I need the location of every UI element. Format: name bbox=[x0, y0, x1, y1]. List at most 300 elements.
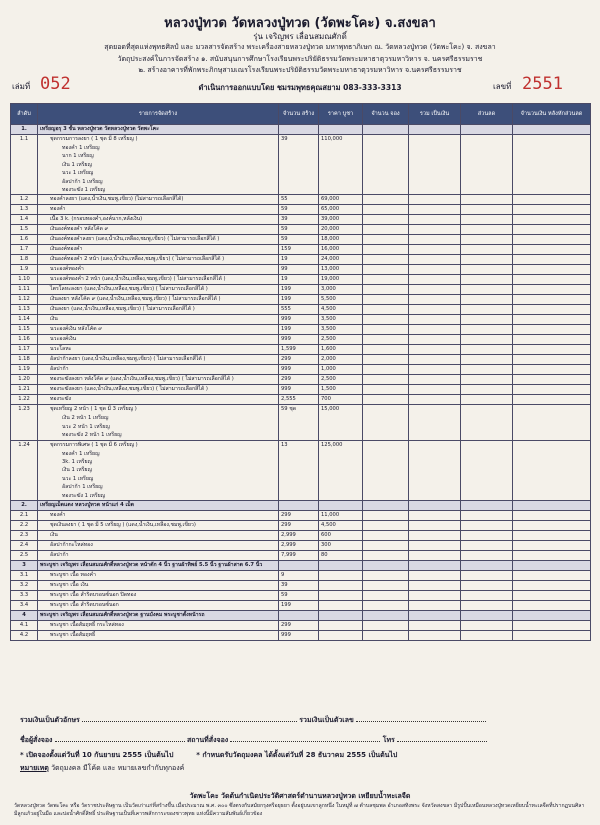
table-body bbox=[11, 125, 591, 641]
table-row bbox=[11, 265, 591, 275]
net-amount-cell[interactable] bbox=[513, 440, 591, 500]
reserve-qty-cell[interactable] bbox=[363, 601, 409, 611]
sub-item: 3k. 1 เหรียญ bbox=[62, 459, 92, 466]
note-row bbox=[20, 763, 184, 774]
empty-cell bbox=[279, 611, 319, 621]
reserve-qty-cell[interactable] bbox=[363, 355, 409, 365]
discount-cell[interactable] bbox=[461, 205, 513, 215]
item-name-cell bbox=[38, 195, 279, 205]
sub-item: อัลปาก้า 1 เหรียญ bbox=[62, 178, 103, 185]
net-amount-cell[interactable] bbox=[513, 345, 591, 355]
discount-cell[interactable] bbox=[461, 405, 513, 440]
subtotal-cell[interactable] bbox=[409, 375, 461, 385]
subtotal-cell[interactable] bbox=[409, 631, 461, 641]
item-number: 1.22 bbox=[11, 395, 38, 405]
table-row bbox=[11, 365, 591, 375]
item-name-cell bbox=[38, 295, 279, 305]
net-amount-cell[interactable] bbox=[513, 265, 591, 275]
section-title: เหรียญเม็ดแตง หลวงปู่ทวด หน้าแก่ 4 เม็ด bbox=[38, 501, 279, 511]
item-quantity: 999 bbox=[279, 315, 319, 325]
item-name: ทองระฆัง bbox=[50, 396, 72, 403]
item-name: พระบูชา เนื้อ สำริดบรอนซ์นอก bbox=[50, 602, 119, 609]
discount-cell[interactable] bbox=[461, 551, 513, 561]
item-name: เนื้อ 3 k. (กรอบทองคำ,องค์นาก,หลังเงิน) bbox=[50, 216, 143, 223]
table-row bbox=[11, 521, 591, 531]
sub-item: ทองระฆัง 1 เหรียญ bbox=[62, 492, 106, 499]
net-amount-cell[interactable] bbox=[513, 295, 591, 305]
item-name-cell bbox=[38, 511, 279, 521]
subtotal-cell[interactable] bbox=[409, 345, 461, 355]
phone-field[interactable] bbox=[397, 741, 487, 742]
customer-row bbox=[20, 735, 487, 746]
discount-cell[interactable] bbox=[461, 255, 513, 265]
table-row bbox=[11, 305, 591, 315]
order-table bbox=[10, 103, 591, 641]
reserve-qty-cell[interactable] bbox=[363, 405, 409, 440]
item-quantity: 9 bbox=[279, 571, 319, 581]
subtotal-cell[interactable] bbox=[409, 601, 461, 611]
section-title: พระบูชา เจริญพร เลื่อนสมณศักดิ์หลวงปู่ทวด ฐานบังคม พระบูชาตั้งหน้ารถ bbox=[38, 611, 279, 621]
item-name-cell bbox=[38, 385, 279, 395]
reserve-qty-cell[interactable] bbox=[363, 205, 409, 215]
section-number: 3 bbox=[11, 561, 38, 571]
item-quantity: 7,999 bbox=[279, 551, 319, 561]
net-amount-cell[interactable] bbox=[513, 205, 591, 215]
discount-cell[interactable] bbox=[461, 135, 513, 195]
empty-cell bbox=[319, 611, 363, 621]
subtotal-cell[interactable] bbox=[409, 195, 461, 205]
subtotal-cell[interactable] bbox=[409, 335, 461, 345]
column-header: รวม เป็นเงิน bbox=[409, 104, 461, 125]
reserve-qty-cell[interactable] bbox=[363, 335, 409, 345]
address-field[interactable] bbox=[230, 741, 380, 742]
reserve-qty-cell[interactable] bbox=[363, 345, 409, 355]
subtotal-cell[interactable] bbox=[409, 591, 461, 601]
subtotal-cell[interactable] bbox=[409, 135, 461, 195]
net-amount-cell[interactable] bbox=[513, 305, 591, 315]
net-amount-cell[interactable] bbox=[513, 255, 591, 265]
item-quantity: 59 bbox=[279, 591, 319, 601]
item-name-cell bbox=[38, 335, 279, 345]
net-amount-cell[interactable] bbox=[513, 395, 591, 405]
discount-cell[interactable] bbox=[461, 265, 513, 275]
item-quantity: 13 bbox=[279, 440, 319, 500]
table-row bbox=[11, 135, 591, 195]
discount-cell[interactable] bbox=[461, 591, 513, 601]
table-row bbox=[11, 295, 591, 305]
reserve-qty-cell[interactable] bbox=[363, 235, 409, 245]
item-price: 700 bbox=[319, 395, 363, 405]
discount-cell[interactable] bbox=[461, 315, 513, 325]
reserve-qty-cell[interactable] bbox=[363, 581, 409, 591]
reserve-qty-cell[interactable] bbox=[363, 295, 409, 305]
item-price: 1,000 bbox=[319, 365, 363, 375]
net-amount-cell[interactable] bbox=[513, 601, 591, 611]
item-name: นวะองค์ทองคำ bbox=[50, 266, 84, 273]
item-name: เงิน bbox=[50, 532, 58, 539]
net-amount-cell[interactable] bbox=[513, 405, 591, 440]
item-price: 16,000 bbox=[319, 245, 363, 255]
table-row bbox=[11, 325, 591, 335]
section-number: 4 bbox=[11, 611, 38, 621]
net-amount-cell[interactable] bbox=[513, 531, 591, 541]
discount-cell[interactable] bbox=[461, 295, 513, 305]
item-name-cell bbox=[38, 325, 279, 335]
table-row bbox=[11, 511, 591, 521]
discount-cell[interactable] bbox=[461, 215, 513, 225]
net-amount-cell[interactable] bbox=[513, 325, 591, 335]
column-header: จำนวน สร้าง bbox=[279, 104, 319, 125]
empty-cell bbox=[363, 501, 409, 511]
item-quantity: 59 bbox=[279, 235, 319, 245]
item-quantity: 1,599 bbox=[279, 345, 319, 355]
net-amount-cell[interactable] bbox=[513, 365, 591, 375]
subtotal-cell[interactable] bbox=[409, 255, 461, 265]
item-price bbox=[319, 591, 363, 601]
item-number: 3.3 bbox=[11, 591, 38, 601]
empty-cell bbox=[409, 611, 461, 621]
discount-cell[interactable] bbox=[461, 355, 513, 365]
discount-cell[interactable] bbox=[461, 345, 513, 355]
subtotal-cell[interactable] bbox=[409, 365, 461, 375]
reserve-qty-cell[interactable] bbox=[363, 215, 409, 225]
sub-item: นวะ 1 เหรียญ bbox=[62, 170, 94, 177]
subtotal-cell[interactable] bbox=[409, 581, 461, 591]
subtotal-cell[interactable] bbox=[409, 225, 461, 235]
item-name: เงินลงยา หลังโค้ด ๙ (แดง,น้ำเงิน,เหลือง,ชมพู,เขียว) ( ไม่สามารถเลือกสีได้ ) bbox=[50, 296, 221, 303]
item-quantity: 19 bbox=[279, 255, 319, 265]
item-name: เงินองค์ทองคำ หลังโค้ด ๙ bbox=[50, 226, 109, 233]
table-row bbox=[11, 375, 591, 385]
table-row bbox=[11, 631, 591, 641]
column-header: ส่วนลด bbox=[461, 104, 513, 125]
item-number: 3.4 bbox=[11, 601, 38, 611]
item-name: ทองคำ bbox=[50, 512, 66, 519]
item-name: นวะองค์เงิน bbox=[50, 336, 77, 343]
name-field[interactable] bbox=[55, 741, 185, 742]
empty-cell bbox=[363, 561, 409, 571]
empty-cell bbox=[513, 561, 591, 571]
table-row bbox=[11, 335, 591, 345]
discount-cell[interactable] bbox=[461, 601, 513, 611]
open-date: * เปิดจองตั้งแต่วันที่ 10 กันยายน 2555 เป็นต้นไป bbox=[20, 751, 174, 759]
section-row bbox=[11, 501, 591, 511]
subtotal-cell[interactable] bbox=[409, 265, 461, 275]
date-row bbox=[20, 750, 397, 761]
subtotal-cell[interactable] bbox=[409, 245, 461, 255]
item-name-cell bbox=[38, 305, 279, 315]
subtotal-cell[interactable] bbox=[409, 405, 461, 440]
section-number: 2. bbox=[11, 501, 38, 511]
reserve-qty-cell[interactable] bbox=[363, 631, 409, 641]
form-organizer: ดำเนินการออกแบบโดย ชมรมพุทธคุณสยาม 083-333-3313 bbox=[198, 83, 402, 92]
discount-cell[interactable] bbox=[461, 541, 513, 551]
note-text: วัตถุมงคล มีโค้ด และ หมายเลขกำกับทุกองค์ bbox=[51, 764, 185, 772]
subtotal-cell[interactable] bbox=[409, 275, 461, 285]
section-row bbox=[11, 611, 591, 621]
net-amount-cell[interactable] bbox=[513, 275, 591, 285]
reserve-qty-cell[interactable] bbox=[363, 325, 409, 335]
item-quantity: 299 bbox=[279, 375, 319, 385]
reserve-qty-cell[interactable] bbox=[363, 551, 409, 561]
reserve-qty-cell[interactable] bbox=[363, 315, 409, 325]
phone-label: โทร bbox=[382, 736, 395, 744]
reserve-qty-cell[interactable] bbox=[363, 135, 409, 195]
discount-cell[interactable] bbox=[461, 335, 513, 345]
subtotal-cell[interactable] bbox=[409, 551, 461, 561]
subtotal-cell[interactable] bbox=[409, 215, 461, 225]
reserve-qty-cell[interactable] bbox=[363, 195, 409, 205]
book-number: 052 bbox=[40, 74, 71, 94]
item-number: 1.21 bbox=[11, 385, 38, 395]
item-name: อัลปาก้ากะไหล่ทอง bbox=[50, 542, 93, 549]
reserve-qty-cell[interactable] bbox=[363, 440, 409, 500]
subtotal-cell[interactable] bbox=[409, 285, 461, 295]
name-label: ชื่อผู้สั่งจอง bbox=[20, 736, 53, 744]
discount-cell[interactable] bbox=[461, 511, 513, 521]
sub-item: นวะ 1 เหรียญ bbox=[62, 475, 94, 482]
sub-item: ทองคำ 1 เหรียญ bbox=[62, 450, 100, 457]
item-number: 1.1 bbox=[11, 135, 38, 195]
net-amount-cell[interactable] bbox=[513, 511, 591, 521]
item-name: พระบูชา เนื้อ สำริดบรอนซ์นอก ปิดทอง bbox=[50, 592, 137, 599]
sub-item: ทองระฆัง 2 หน้า 1 เหรียญ bbox=[62, 432, 122, 439]
reserve-qty-cell[interactable] bbox=[363, 395, 409, 405]
item-number: 4.1 bbox=[11, 621, 38, 631]
item-price: 3,000 bbox=[319, 285, 363, 295]
sub-item: อัลปาก้า 1 เหรียญ bbox=[62, 484, 103, 491]
total-digits-field[interactable] bbox=[356, 721, 486, 722]
item-price: 3,500 bbox=[319, 315, 363, 325]
reserve-qty-cell[interactable] bbox=[363, 245, 409, 255]
net-amount-cell[interactable] bbox=[513, 521, 591, 531]
item-name-cell bbox=[38, 440, 279, 500]
reserve-qty-cell[interactable] bbox=[363, 621, 409, 631]
empty-cell bbox=[363, 125, 409, 135]
discount-cell[interactable] bbox=[461, 245, 513, 255]
reserve-qty-cell[interactable] bbox=[363, 521, 409, 531]
table-row bbox=[11, 235, 591, 245]
net-amount-cell[interactable] bbox=[513, 581, 591, 591]
table-row bbox=[11, 591, 591, 601]
item-name: พระบูชา เนื้อ เงิน bbox=[50, 582, 89, 589]
item-name-cell bbox=[38, 571, 279, 581]
empty-cell bbox=[279, 561, 319, 571]
item-price bbox=[319, 621, 363, 631]
discount-cell[interactable] bbox=[461, 275, 513, 285]
reserve-qty-cell[interactable] bbox=[363, 385, 409, 395]
item-quantity: 99 bbox=[279, 265, 319, 275]
reserve-qty-cell[interactable] bbox=[363, 375, 409, 385]
net-amount-cell[interactable] bbox=[513, 621, 591, 631]
item-quantity: 39 bbox=[279, 581, 319, 591]
section-title: เหรียญอรุ 3 ชั้น หลวงปู่ทวด วัดหลวงปู่ทวด วัดพะโคะ bbox=[38, 125, 279, 135]
item-number: 1.4 bbox=[11, 215, 38, 225]
sub-item: นวะ 2 หน้า 1 เหรียญ bbox=[62, 423, 110, 430]
item-number: 1.13 bbox=[11, 305, 38, 315]
reserve-qty-cell[interactable] bbox=[363, 255, 409, 265]
table-row bbox=[11, 601, 591, 611]
subtotal-cell[interactable] bbox=[409, 531, 461, 541]
discount-cell[interactable] bbox=[461, 225, 513, 235]
net-amount-cell[interactable] bbox=[513, 235, 591, 245]
sub-item: ทองระฆัง 1 เหรียญ bbox=[62, 187, 106, 194]
reserve-qty-cell[interactable] bbox=[363, 571, 409, 581]
form-purpose-1: วัตถุประสงค์ในการจัดสร้าง ๑. สนับสนุนการศึกษาโรงเรียนพระปริยัติธรรมวัดพระมหาธาตุวรมหาวิหาร จ. นครศรีธรรมราช bbox=[117, 55, 483, 63]
item-quantity: 999 bbox=[279, 385, 319, 395]
sub-item: เงิน 1 เหรียญ bbox=[62, 467, 92, 474]
reserve-qty-cell[interactable] bbox=[363, 591, 409, 601]
item-number: 1.9 bbox=[11, 265, 38, 275]
subtotal-cell[interactable] bbox=[409, 205, 461, 215]
reserve-qty-cell[interactable] bbox=[363, 225, 409, 235]
empty-cell bbox=[319, 501, 363, 511]
net-amount-cell[interactable] bbox=[513, 215, 591, 225]
subtotal-cell[interactable] bbox=[409, 325, 461, 335]
discount-cell[interactable] bbox=[461, 325, 513, 335]
item-number: 2.4 bbox=[11, 541, 38, 551]
reserve-qty-cell[interactable] bbox=[363, 305, 409, 315]
subtotal-cell[interactable] bbox=[409, 235, 461, 245]
subtotal-cell[interactable] bbox=[409, 295, 461, 305]
item-number: 1.19 bbox=[11, 365, 38, 375]
item-number: 1.7 bbox=[11, 245, 38, 255]
net-amount-cell[interactable] bbox=[513, 245, 591, 255]
reserve-qty-cell[interactable] bbox=[363, 265, 409, 275]
number-label: เลขที่ bbox=[493, 82, 512, 91]
item-price: 11,000 bbox=[319, 511, 363, 521]
subtotal-cell[interactable] bbox=[409, 511, 461, 521]
item-quantity: 2,999 bbox=[279, 541, 319, 551]
item-name: พระบูชา เนื้อสัมฤทธิ์ กระไหล่ทอง bbox=[50, 622, 124, 629]
item-name: พระบูชา เนื้อสัมฤทธิ์ bbox=[50, 632, 96, 639]
item-number: 1.18 bbox=[11, 355, 38, 365]
subtotal-cell[interactable] bbox=[409, 571, 461, 581]
empty-cell bbox=[513, 501, 591, 511]
discount-cell[interactable] bbox=[461, 571, 513, 581]
item-price: 600 bbox=[319, 531, 363, 541]
table-row bbox=[11, 551, 591, 561]
book-label: เล่มที่ bbox=[12, 82, 31, 91]
subtotal-cell[interactable] bbox=[409, 395, 461, 405]
net-amount-cell[interactable] bbox=[513, 541, 591, 551]
reserve-qty-cell[interactable] bbox=[363, 275, 409, 285]
reserve-qty-cell[interactable] bbox=[363, 511, 409, 521]
net-amount-cell[interactable] bbox=[513, 571, 591, 581]
discount-cell[interactable] bbox=[461, 440, 513, 500]
form-subtitle: สุดยอดที่สุดแห่งพุทธศิลป์ และ มวลสารจัดสร้าง พระเครื่องสายหลวงปู่ทวด มหาพุทธาภิเษก ณ. วัดหลวงปู่ทวด (วัดพะโคะ) จ. สงขลา bbox=[104, 43, 496, 51]
history-text: วัดหลวงปู่ทวด วัดพะโคะ หรือ วัดราชประดิษฐาน เป็นวัดเก่าแก่ที่สร้างขึ้น เมื่อประมาณ พ.ศ. ๓๐๐ ซึ่งตรงกับสมัยกรุงศรีอยุธยา ตั้งอยู่บนเขาลูกหนึ่ง ในหมู่ที่ ๗ ตำบลชุมพล อำเภอสทิงพระ จังหวัดสงขลา มีรูปปั้นเหมือนหลวงปู่ทวดเหยียบน้ำทะเลจืดที่ปรากฏบนศิลา มีลูกแก้วอยู่ในมือ และบ่อน้ำศักดิ์สิทธิ์ ประดิษฐานเป็นที่เคารพสักการะของชาวพุทธ แห่งนี้มีความสัมพันธ์เกี่ยวข้อง bbox=[14, 803, 585, 817]
net-amount-cell[interactable] bbox=[513, 195, 591, 205]
item-number: 1.23 bbox=[11, 405, 38, 440]
item-name-cell bbox=[38, 591, 279, 601]
net-amount-cell[interactable] bbox=[513, 375, 591, 385]
discount-cell[interactable] bbox=[461, 375, 513, 385]
discount-cell[interactable] bbox=[461, 235, 513, 245]
table-row bbox=[11, 205, 591, 215]
discount-cell[interactable] bbox=[461, 365, 513, 375]
subtotal-cell[interactable] bbox=[409, 621, 461, 631]
net-amount-cell[interactable] bbox=[513, 551, 591, 561]
item-price bbox=[319, 601, 363, 611]
net-amount-cell[interactable] bbox=[513, 315, 591, 325]
reserve-qty-cell[interactable] bbox=[363, 531, 409, 541]
item-name-cell bbox=[38, 225, 279, 235]
item-quantity: 2,555 bbox=[279, 395, 319, 405]
subtotal-cell[interactable] bbox=[409, 521, 461, 531]
item-name: ชุดกรรมการพิเศษ ( 1 ชุด มี 6 เหรียญ ) bbox=[50, 441, 138, 448]
net-amount-cell[interactable] bbox=[513, 355, 591, 365]
item-price: 39,000 bbox=[319, 215, 363, 225]
item-number: 3.1 bbox=[11, 571, 38, 581]
item-name: ทองระฆังลงยา หลังโค้ด ๙ (แดง,น้ำเงิน,เหลือง,ชมพู,เขียว) ( ไม่สามารถเลือกสีได้ ) bbox=[50, 376, 234, 383]
net-amount-cell[interactable] bbox=[513, 591, 591, 601]
discount-cell[interactable] bbox=[461, 621, 513, 631]
item-quantity: 999 bbox=[279, 631, 319, 641]
total-words-field[interactable] bbox=[82, 721, 297, 722]
discount-cell[interactable] bbox=[461, 195, 513, 205]
subtotal-cell[interactable] bbox=[409, 305, 461, 315]
item-quantity: 39 bbox=[279, 135, 319, 195]
reserve-qty-cell[interactable] bbox=[363, 365, 409, 375]
net-amount-cell[interactable] bbox=[513, 285, 591, 295]
discount-cell[interactable] bbox=[461, 531, 513, 541]
table-row bbox=[11, 395, 591, 405]
table-row bbox=[11, 581, 591, 591]
subtotal-cell[interactable] bbox=[409, 355, 461, 365]
table-row bbox=[11, 275, 591, 285]
net-amount-cell[interactable] bbox=[513, 335, 591, 345]
item-number: 1.20 bbox=[11, 375, 38, 385]
empty-cell bbox=[461, 125, 513, 135]
item-number: 3.2 bbox=[11, 581, 38, 591]
item-price: 15,000 bbox=[319, 405, 363, 440]
discount-cell[interactable] bbox=[461, 385, 513, 395]
empty-cell bbox=[409, 561, 461, 571]
table-row bbox=[11, 440, 591, 500]
item-name: เงินองค์ทองคำลงยา (แดง,น้ำเงิน,เหลือง,ชมพู,เขียว) ( ไม่สามารถเลือกสีได้ ) bbox=[50, 236, 220, 243]
subtotal-cell[interactable] bbox=[409, 440, 461, 500]
item-number: 1.14 bbox=[11, 315, 38, 325]
discount-cell[interactable] bbox=[461, 581, 513, 591]
item-number: 1.2 bbox=[11, 195, 38, 205]
item-name-cell bbox=[38, 355, 279, 365]
reserve-qty-cell[interactable] bbox=[363, 541, 409, 551]
item-quantity: 59 ชุด bbox=[279, 405, 319, 440]
item-name-cell bbox=[38, 395, 279, 405]
discount-cell[interactable] bbox=[461, 305, 513, 315]
item-name-cell bbox=[38, 375, 279, 385]
net-amount-cell[interactable] bbox=[513, 385, 591, 395]
discount-cell[interactable] bbox=[461, 285, 513, 295]
reserve-qty-cell[interactable] bbox=[363, 285, 409, 295]
net-amount-cell[interactable] bbox=[513, 631, 591, 641]
discount-cell[interactable] bbox=[461, 521, 513, 531]
item-name-cell bbox=[38, 275, 279, 285]
subtotal-cell[interactable] bbox=[409, 315, 461, 325]
form-title: หลวงปู่ทวด วัดหลวงปู่ทวด (วัดพะโคะ) จ.สงขลา bbox=[164, 16, 436, 31]
subtotal-cell[interactable] bbox=[409, 541, 461, 551]
subtotal-cell[interactable] bbox=[409, 385, 461, 395]
empty-cell bbox=[409, 125, 461, 135]
item-price: 2,500 bbox=[319, 335, 363, 345]
net-amount-cell[interactable] bbox=[513, 135, 591, 195]
item-name-cell bbox=[38, 581, 279, 591]
discount-cell[interactable] bbox=[461, 631, 513, 641]
net-amount-cell[interactable] bbox=[513, 225, 591, 235]
empty-cell bbox=[513, 125, 591, 135]
discount-cell[interactable] bbox=[461, 395, 513, 405]
